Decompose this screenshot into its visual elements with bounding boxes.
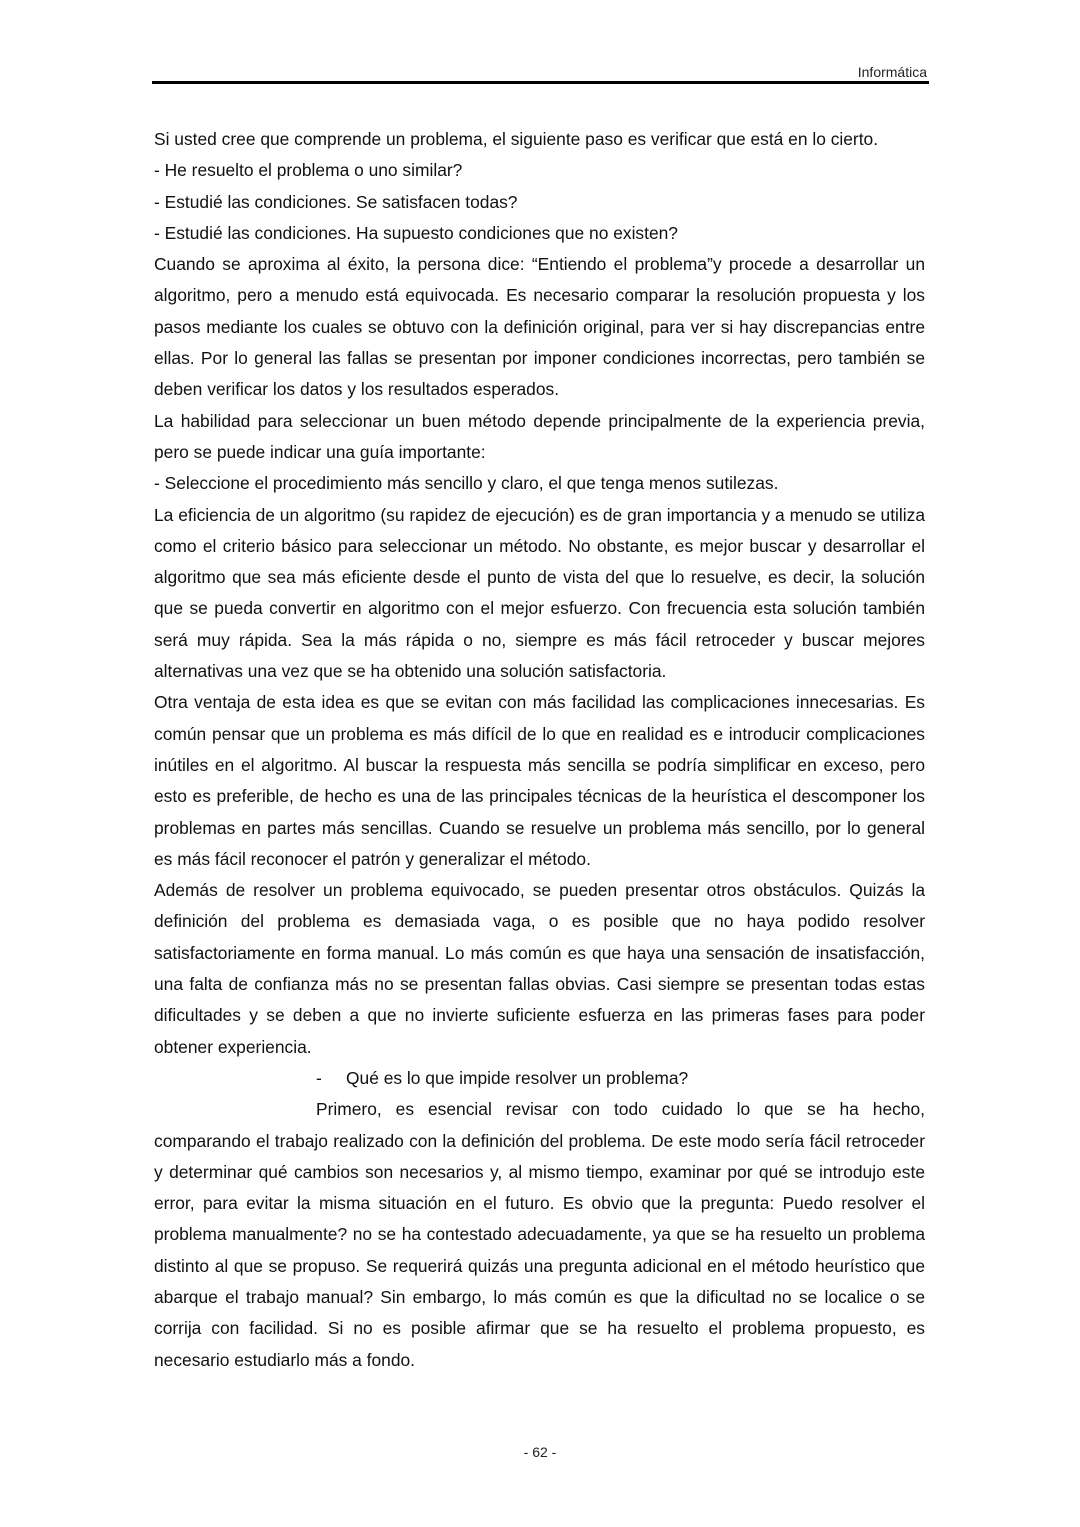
dash-marker: - [316, 1067, 322, 1088]
paragraph-obstacles: Además de resolver un problema equivocado, se pueden presentar otros obstáculos. Quizás la definición del problema es demasiada vaga, o es posible que no haya podido resolver satisfactoriamente en forma manual. Lo más común es que haya una sensación de insatisfacción, una falta de confianza más no se presentan fallas obvias. Casi siempre se presentan todas estas dificultades y se deben a que no invierte suficiente esfuerza en las primeras fases para poder obtener experiencia. [154, 880, 925, 1057]
question-item-2: - Estudié las condiciones. Se satisfacen todas? [154, 191, 518, 212]
question-item-1: - He resuelto el problema o uno similar? [154, 160, 463, 181]
paragraph-approach: Cuando se aproxima al éxito, la persona dice: “Entiendo el problema”y procede a desarrollar un algoritmo, pero a menudo está equivocada. Es necesario comparar la resolución propuesta y los pasos mediante los cuales se obtuvo con la definición original, para ver si hay discrepancias entre ellas. Por lo general las fallas se presentan por imponer condiciones incorrectas, pero también se deben verificar los datos y los resultados esperados. [154, 254, 925, 400]
question-item-3: - Estudié las condiciones. Ha supuesto condiciones que no existen? [154, 222, 678, 243]
paragraph-advantage: Otra ventaja de esta idea es que se evitan con más facilidad las complicaciones innecesarias. Es común pensar que un problema es más difícil de lo que en realidad es e introducir complicaciones inútiles en el algoritmo. Al buscar la respuesta más sencilla se podría simplificar en exceso, pero esto es preferible, de hecho es una de las principales técnicas de la heurística el descomponer los problemas en partes más sencillas. Cuando se resuelve un problema más sencillo, por lo general es más fácil reconocer el patrón y generalizar el método. [154, 692, 925, 869]
page-body [154, 124, 925, 1376]
subheading-question [154, 1063, 925, 1094]
running-header-title: Informática [857, 64, 927, 80]
page-number: - 62 - [523, 1444, 557, 1460]
paragraph-review: Primero, es esencial revisar con todo cuidado lo que se ha hecho, comparando el trabajo realizado con la definición del problema. De este modo sería fácil retroceder y determinar qué cambios son necesarios y, al mismo tiempo, examinar por qué se introdujo este error, para evitar la misma situación en el futuro. Es obvio que la pregunta: Puedo resolver el problema manualmente? no se ha contestado adecuadamente, ya que se ha resuelto un problema distinto al que se propuso. Se requerirá quizás una pregunta adicional en el método heurístico que abarque el trabajo manual? Sin embargo, lo más común es que la dificultad no se localice o se corrija con facilidad. Si no es posible afirmar que se ha resuelto el problema propuesto, es necesario estudiarlo más a fondo. [154, 1099, 925, 1370]
subheading-question-text: Qué es lo que impide resolver un problema? [346, 1067, 689, 1088]
paragraph-intro: Si usted cree que comprende un problema, el siguiente paso es verificar que está en lo cierto. [154, 129, 879, 149]
guideline-item: - Seleccione el procedimiento más sencillo y claro, el que tenga menos sutilezas. [154, 473, 779, 494]
header-rule [152, 81, 929, 84]
paragraph-efficiency: La eficiencia de un algoritmo (su rapidez de ejecución) es de gran importancia y a menudo se utiliza como el criterio básico para seleccionar un método. No obstante, es mejor buscar y desarrollar el algoritmo que sea más eficiente desde el punto de vista del que lo resuelve, es decir, la solución que se pueda convertir en algoritmo con el mejor esfuerzo. Con frecuencia esta solución también será muy rápida. Sea la más rápida o no, siempre es más fácil retroceder y buscar mejores alternativas una vez que se ha obtenido una solución satisfactoria. [154, 504, 925, 682]
paragraph-method: La habilidad para seleccionar un buen método depende principalmente de la experiencia previa, pero se puede indicar una guía importante: [154, 410, 925, 462]
